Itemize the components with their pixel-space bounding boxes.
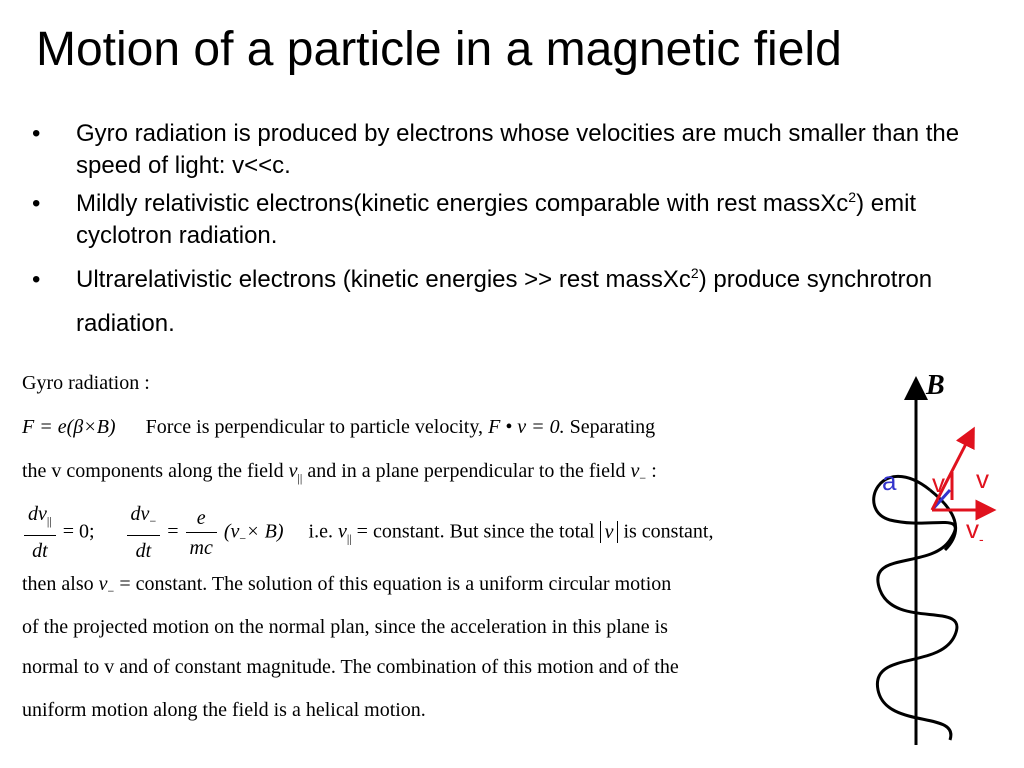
fraction-dvpar-dt [24,500,56,566]
components-text: the v components along the field [22,460,284,482]
superscript: 2 [848,189,857,205]
bullet-marker: • [32,190,41,217]
bullet-text-tail: ) produce synchrotron radiation. [76,266,933,337]
paragraph-line-1 [22,573,671,599]
components-line [22,460,657,486]
helix-figure [860,360,1010,750]
ie-text: i.e. [308,520,333,543]
v-perp-label [966,514,984,547]
denominator: dt [32,540,48,562]
constant-text-2: is constant, [623,520,714,543]
paragraph-line-3: normal to v and of constant magnitude. The combination of this motion and of the [22,656,679,678]
dot-product: F • v = 0. [488,416,565,438]
cross-product-close: × B) [246,520,284,543]
paragraph-line-2: of the projected motion on the normal plan, since the acceleration in this plane is [22,616,668,638]
bullet-text-tail: ) emit cyclotron radiation. [76,190,917,249]
numerator: dv [130,503,150,525]
equation-force [22,416,655,439]
paragraph-line-4: uniform motion along the field is a helical motion. [22,699,426,721]
v-parallel: v [337,520,347,543]
cross-product-open: (v [223,520,240,543]
components-text-2: and in a plane perpendicular to the field [307,460,626,482]
equation-derivatives [22,500,713,566]
para-text: = constant. The solution of this equation is a uniform circular motion [119,573,672,595]
bullet-marker: • [32,266,41,293]
gyro-heading: Gyro radiation : [22,372,150,394]
force-equation: F = e(β×B) [22,416,116,438]
bullet-text: Mildly relativistic electrons(kinetic energies comparable with rest massXc [76,190,849,217]
force-text: Force is perpendicular to particle velocity, [145,416,484,438]
parallel-subscript: || [46,514,52,528]
constant-text: = constant. But since the total [356,520,595,543]
v-perp-subscript: - [979,531,984,547]
perp-subscript: − [107,584,115,598]
equals-sign: = [167,520,179,543]
numerator: e [186,504,217,533]
bullet-item [28,118,988,182]
pitch-angle-label: a [882,466,897,496]
slide-title: Motion of a particle in a magnetic field [36,23,842,76]
bullet-marker: • [32,120,41,147]
denominator: dt [135,540,152,562]
v-perp-letter: v [966,514,979,544]
bullet-item [28,188,988,252]
v-par-label: v [932,468,945,498]
v-parallel: v [288,460,298,482]
v-perp: v [630,460,640,482]
fraction-e-mc [186,504,217,563]
bullet-text: Ultrarelativistic electrons (kinetic energies >> rest massXc [76,266,691,293]
v-perp: v [98,573,108,595]
abs-v: v [600,521,619,543]
bullet-item [28,258,988,346]
colon: : [651,460,657,482]
bullet-text: Gyro radiation is produced by electrons whose velocities are much smaller than the speed of light: v<<c. [76,120,960,179]
equals-zero: = 0; [62,520,95,543]
perp-subscript: − [239,531,247,546]
field-label-B: B [926,370,945,401]
parallel-subscript: || [297,471,303,485]
denominator: mc [189,536,213,559]
para-text: then also [22,573,94,595]
bullet-list [28,118,988,352]
numerator: dv [28,503,47,525]
velocity-label: v [976,464,989,494]
perp-subscript: − [149,514,157,528]
parallel-subscript: || [346,531,352,546]
separating-text: Separating [569,416,656,438]
superscript: 2 [690,265,699,281]
perp-subscript: − [639,471,647,485]
fraction-dvperp-dt [127,500,161,566]
